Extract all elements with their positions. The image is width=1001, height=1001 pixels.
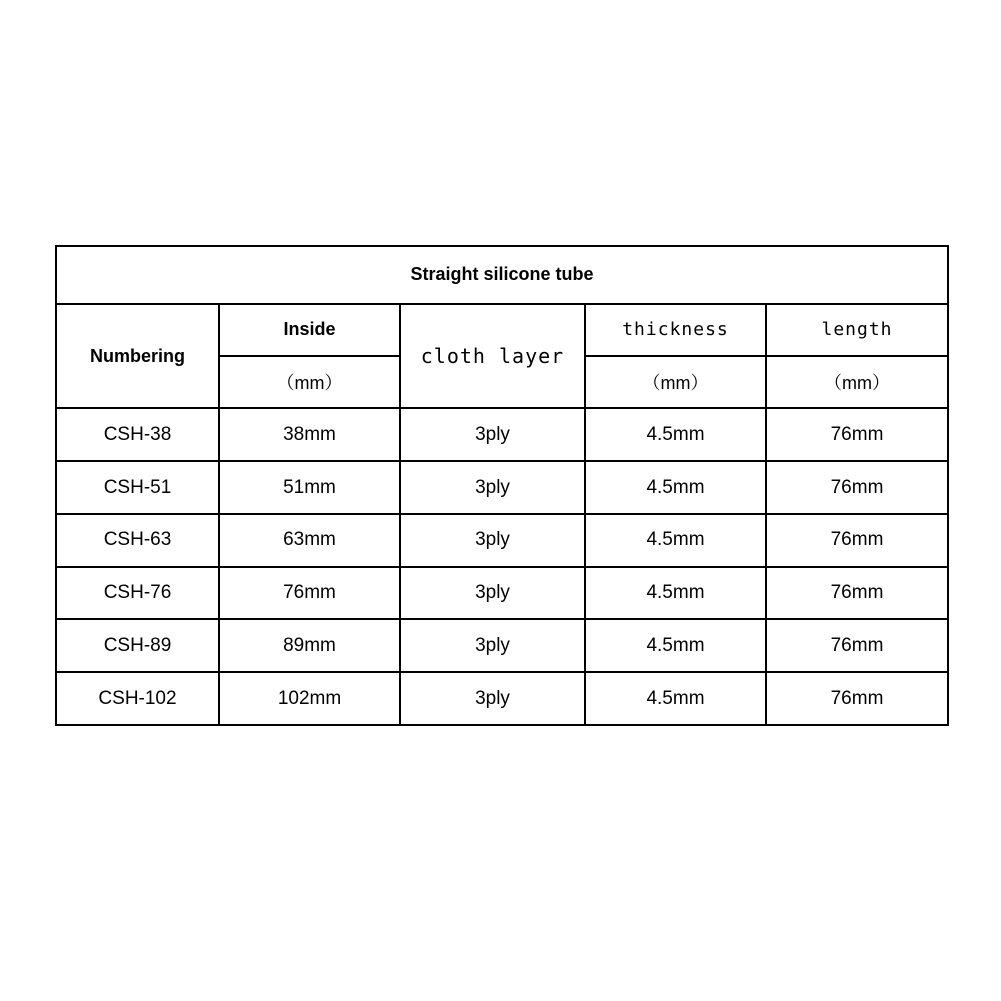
cell-cloth-layer: 3ply — [400, 408, 585, 461]
cell-length: 76mm — [766, 461, 948, 514]
cell-numbering: CSH-102 — [56, 672, 219, 725]
cell-numbering: CSH-76 — [56, 567, 219, 620]
table-row — [56, 567, 948, 620]
cell-inside: 38mm — [219, 408, 400, 461]
cell-thickness: 4.5mm — [585, 619, 766, 672]
cell-cloth-layer: 3ply — [400, 461, 585, 514]
header-row — [56, 304, 948, 356]
cell-length: 76mm — [766, 567, 948, 620]
spec-table — [55, 245, 949, 726]
cell-thickness: 4.5mm — [585, 672, 766, 725]
cell-inside: 102mm — [219, 672, 400, 725]
cell-length: 76mm — [766, 408, 948, 461]
cell-numbering: CSH-38 — [56, 408, 219, 461]
header-thickness-unit: （mm） — [585, 356, 766, 409]
header-inside-unit: （mm） — [219, 356, 400, 409]
cell-length: 76mm — [766, 514, 948, 567]
cell-inside: 63mm — [219, 514, 400, 567]
table-row — [56, 461, 948, 514]
header-thickness: thickness — [585, 304, 766, 356]
cell-numbering: CSH-51 — [56, 461, 219, 514]
cell-inside: 76mm — [219, 567, 400, 620]
cell-length: 76mm — [766, 619, 948, 672]
cell-thickness: 4.5mm — [585, 567, 766, 620]
cell-thickness: 4.5mm — [585, 461, 766, 514]
cell-length: 76mm — [766, 672, 948, 725]
cell-numbering: CSH-63 — [56, 514, 219, 567]
table-row — [56, 514, 948, 567]
table-row — [56, 619, 948, 672]
cell-cloth-layer: 3ply — [400, 514, 585, 567]
spec-table-body — [56, 246, 948, 725]
title-row — [56, 246, 948, 304]
cell-cloth-layer: 3ply — [400, 672, 585, 725]
cell-cloth-layer: 3ply — [400, 567, 585, 620]
header-length: length — [766, 304, 948, 356]
cell-inside: 51mm — [219, 461, 400, 514]
header-length-unit: （mm） — [766, 356, 948, 409]
header-numbering: Numbering — [56, 304, 219, 409]
cell-numbering: CSH-89 — [56, 619, 219, 672]
cell-inside: 89mm — [219, 619, 400, 672]
header-cloth-layer: cloth layer — [400, 304, 585, 409]
table-row — [56, 408, 948, 461]
table-row — [56, 672, 948, 725]
cell-thickness: 4.5mm — [585, 408, 766, 461]
header-inside: Inside — [219, 304, 400, 356]
cell-thickness: 4.5mm — [585, 514, 766, 567]
cell-cloth-layer: 3ply — [400, 619, 585, 672]
table-title: Straight silicone tube — [56, 246, 948, 304]
